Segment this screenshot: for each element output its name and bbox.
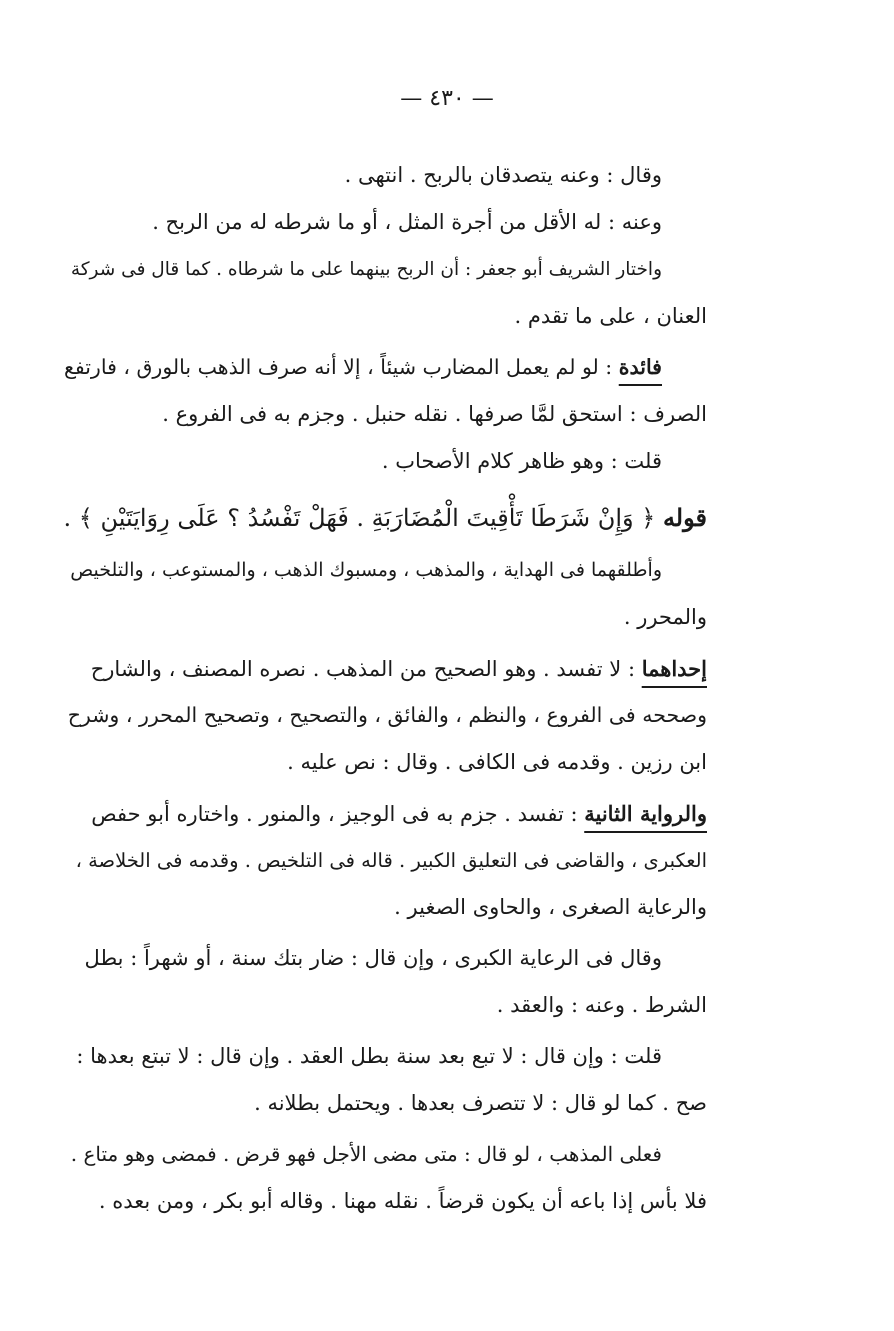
text-line xyxy=(62,1080,707,1127)
line-text: : لا تفسد . وهو الصحيح من المذهب . نصره المصنف ، والشارح xyxy=(90,657,642,681)
text-line xyxy=(62,982,707,1029)
line-text: واختار الشريف أبو جعفر : أن الربح بينهما على ما شرطاه . كما قال فى شركة xyxy=(70,259,662,280)
text-line xyxy=(62,692,707,739)
text-line xyxy=(62,547,707,594)
text-line xyxy=(62,489,707,547)
line-text: فلا بأس إذا باعه أن يكون قرضاً . نقله مهنا . وقاله أبو بكر ، ومن بعده . xyxy=(98,1189,707,1213)
text-line xyxy=(62,1131,707,1178)
line-text: ابن رزين . وقدمه فى الكافى . وقال : نص عليه . xyxy=(287,750,707,774)
lead-term: والرواية الثانية xyxy=(584,801,707,826)
page-number: — ٤٣٠ — xyxy=(400,86,494,111)
line-text: الشرط . وعنه : والعقد . xyxy=(496,993,707,1017)
line-text: صح . كما لو قال : لا تتصرف بعدها . ويحتمل بطلانه . xyxy=(254,1091,707,1115)
line-text: ﴿ وَإِنْ شَرَطَا تَأْقِيتَ الْمُضَارَبَةِ . فَهَلْ تَفْسُدُ ؟ عَلَى رِوَايَتَيْنِ ﴾ . xyxy=(63,504,663,532)
line-text: والمحرر . xyxy=(623,605,707,629)
line-text: وقال فى الرعاية الكبرى ، وإن قال : ضار بتك سنة ، أو شهراً : بطل xyxy=(84,946,662,970)
lead-term: إحداهما xyxy=(641,656,707,681)
line-text: : لو لم يعمل المضارب شيئاً ، إلا أنه صرف الذهب بالورق ، فارتفع xyxy=(63,355,619,379)
text-line xyxy=(62,935,707,982)
lead-term: قوله xyxy=(662,503,707,532)
line-text: العكبرى ، والقاضى فى التعليق الكبير . قاله فى التلخيص . وقدمه فى الخلاصة ، xyxy=(75,849,707,872)
text-line xyxy=(62,438,707,485)
line-text: وصححه فى الفروع ، والنظم ، والفائق ، والتصحيح ، وتصحيح المحرر ، وشرح xyxy=(67,703,707,727)
line-text: قلت : وهو ظاهر كلام الأصحاب . xyxy=(381,449,662,473)
line-text: : تفسد . جزم به فى الوجيز ، والمنور . واختاره أبو حفص xyxy=(91,802,585,826)
text-line xyxy=(62,152,707,199)
line-text: وعنه : له الأقل من أجرة المثل ، أو ما شرطه له من الربح . xyxy=(152,210,662,234)
text-line xyxy=(62,790,707,837)
line-text: فعلى المذهب ، لو قال : متى مضى الأجل فهو قرض . فمضى وهو متاع . xyxy=(70,1142,662,1166)
line-text: الصرف : استحق لمَّا صرفها . نقله حنبل . وجزم به فى الفروع . xyxy=(162,402,707,426)
line-text: وقال : وعنه يتصدقان بالربح . انتهى . xyxy=(344,163,662,187)
line-text: قلت : وإن قال : لا تبع بعد سنة بطل العقد . وإن قال : لا تبتع بعدها : xyxy=(76,1044,662,1068)
lead-term: فائدة xyxy=(618,355,662,379)
text-line xyxy=(62,344,707,391)
text-lines xyxy=(62,152,707,1225)
text-line xyxy=(62,739,707,786)
text-line xyxy=(62,884,707,931)
text-line xyxy=(62,1033,707,1080)
text-line xyxy=(62,199,707,246)
body-text xyxy=(62,152,707,1225)
line-text: وأطلقهما فى الهداية ، والمذهب ، ومسبوك الذهب ، والمستوعب ، والتلخيص xyxy=(70,559,662,581)
text-line xyxy=(62,837,707,884)
text-line xyxy=(62,246,707,293)
text-line xyxy=(62,293,707,340)
text-line xyxy=(62,645,707,692)
line-text: والرعاية الصغرى ، والحاوى الصغير . xyxy=(394,895,707,919)
text-line xyxy=(62,1178,707,1225)
text-line xyxy=(62,391,707,438)
text-line xyxy=(62,594,707,641)
line-text: العنان ، على ما تقدم . xyxy=(514,304,707,328)
